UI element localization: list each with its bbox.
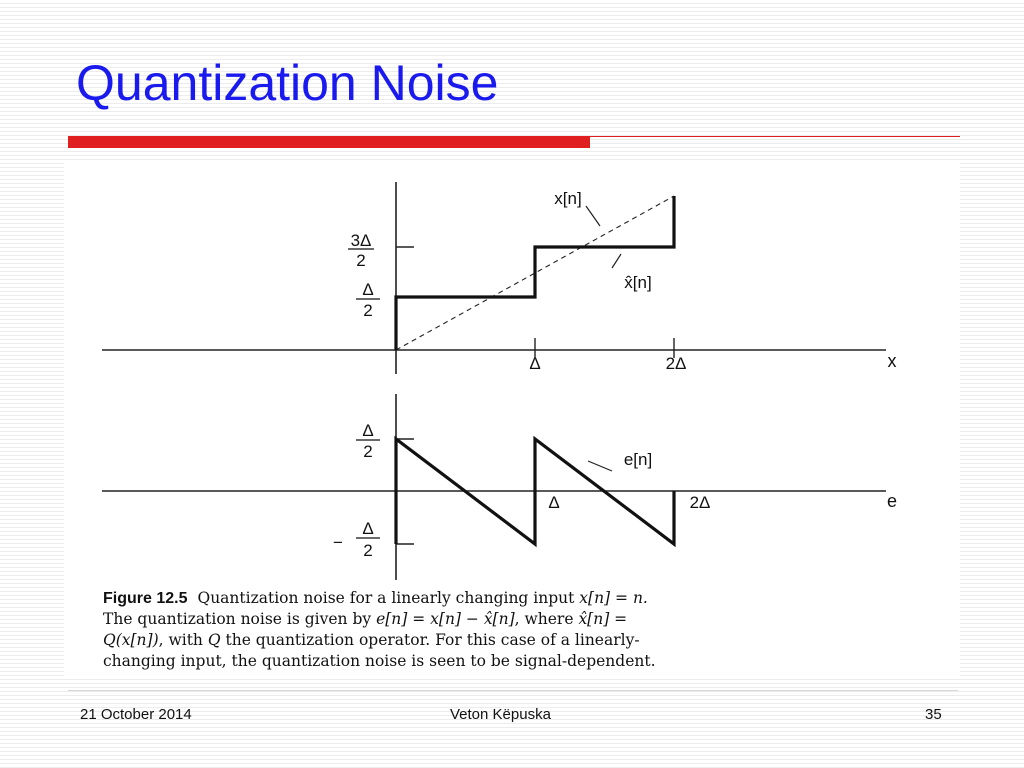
caption-line3-b: the quantization operator. For this case of a linearly-	[220, 631, 640, 649]
top-x-axis-label: x	[887, 351, 897, 371]
label-en: e[n]	[623, 450, 653, 469]
caption-line1: Quantization noise for a linearly changing input	[197, 589, 580, 607]
bottom-ytick-neg-num: Δ	[362, 519, 374, 538]
quantization-diagram	[64, 162, 960, 582]
top-ytick-d2-num: Δ	[362, 280, 374, 299]
caption-line2: The quantization noise is given by	[103, 610, 377, 628]
top-xtick-1: Δ	[529, 354, 541, 373]
label-xhat: x̂[n]	[624, 273, 652, 292]
footer-date: 21 October 2014	[80, 706, 192, 723]
title-underline-accent	[68, 136, 590, 148]
caption-line1-expr: x[n] = n.	[579, 589, 648, 607]
footer-author: Veton Këpuska	[450, 706, 551, 723]
caption-line2-expr: e[n] = x[n] − x̂[n]	[376, 610, 515, 628]
top-xtick-2: 2Δ	[665, 354, 687, 373]
xhat-pointer	[612, 254, 621, 268]
title-underline-thin	[590, 136, 960, 137]
caption-figure-number: Figure 12.5	[103, 590, 188, 607]
top-ytick-3d2-den: 2	[356, 251, 366, 270]
footer-divider	[68, 690, 958, 691]
bottom-xtick-2: 2Δ	[689, 493, 711, 512]
bottom-x-axis-label: e	[886, 491, 898, 511]
label-xn: x[n]	[554, 189, 582, 208]
caption-line4: changing input, the quantization noise is seen to be signal-dependent.	[103, 652, 656, 670]
caption-line3-a: , with	[158, 631, 208, 649]
figure-caption	[103, 588, 913, 672]
xn-pointer	[586, 206, 600, 226]
top-ytick-d2-den: 2	[363, 301, 373, 320]
bottom-ytick-neg-den: 2	[363, 541, 373, 560]
caption-line3-expr: Q(x[n])	[103, 631, 159, 649]
caption-line2-b: , where	[514, 610, 579, 628]
en-pointer	[588, 461, 612, 471]
bottom-xtick-1: Δ	[548, 493, 560, 512]
bottom-ytick-neg-sign: −	[333, 533, 343, 552]
top-ytick-3d2-num: 3Δ	[350, 231, 372, 250]
top-plot	[102, 182, 897, 374]
bottom-ytick-pos-num: Δ	[362, 421, 374, 440]
bottom-ytick-pos-den: 2	[363, 442, 373, 461]
caption-line2-expr2: x̂[n] =	[578, 610, 628, 628]
slide-number: 35	[925, 706, 942, 723]
caption-line3-q: Q	[207, 631, 221, 649]
bottom-plot	[102, 394, 897, 580]
slide-title: Quantization Noise	[76, 55, 499, 111]
